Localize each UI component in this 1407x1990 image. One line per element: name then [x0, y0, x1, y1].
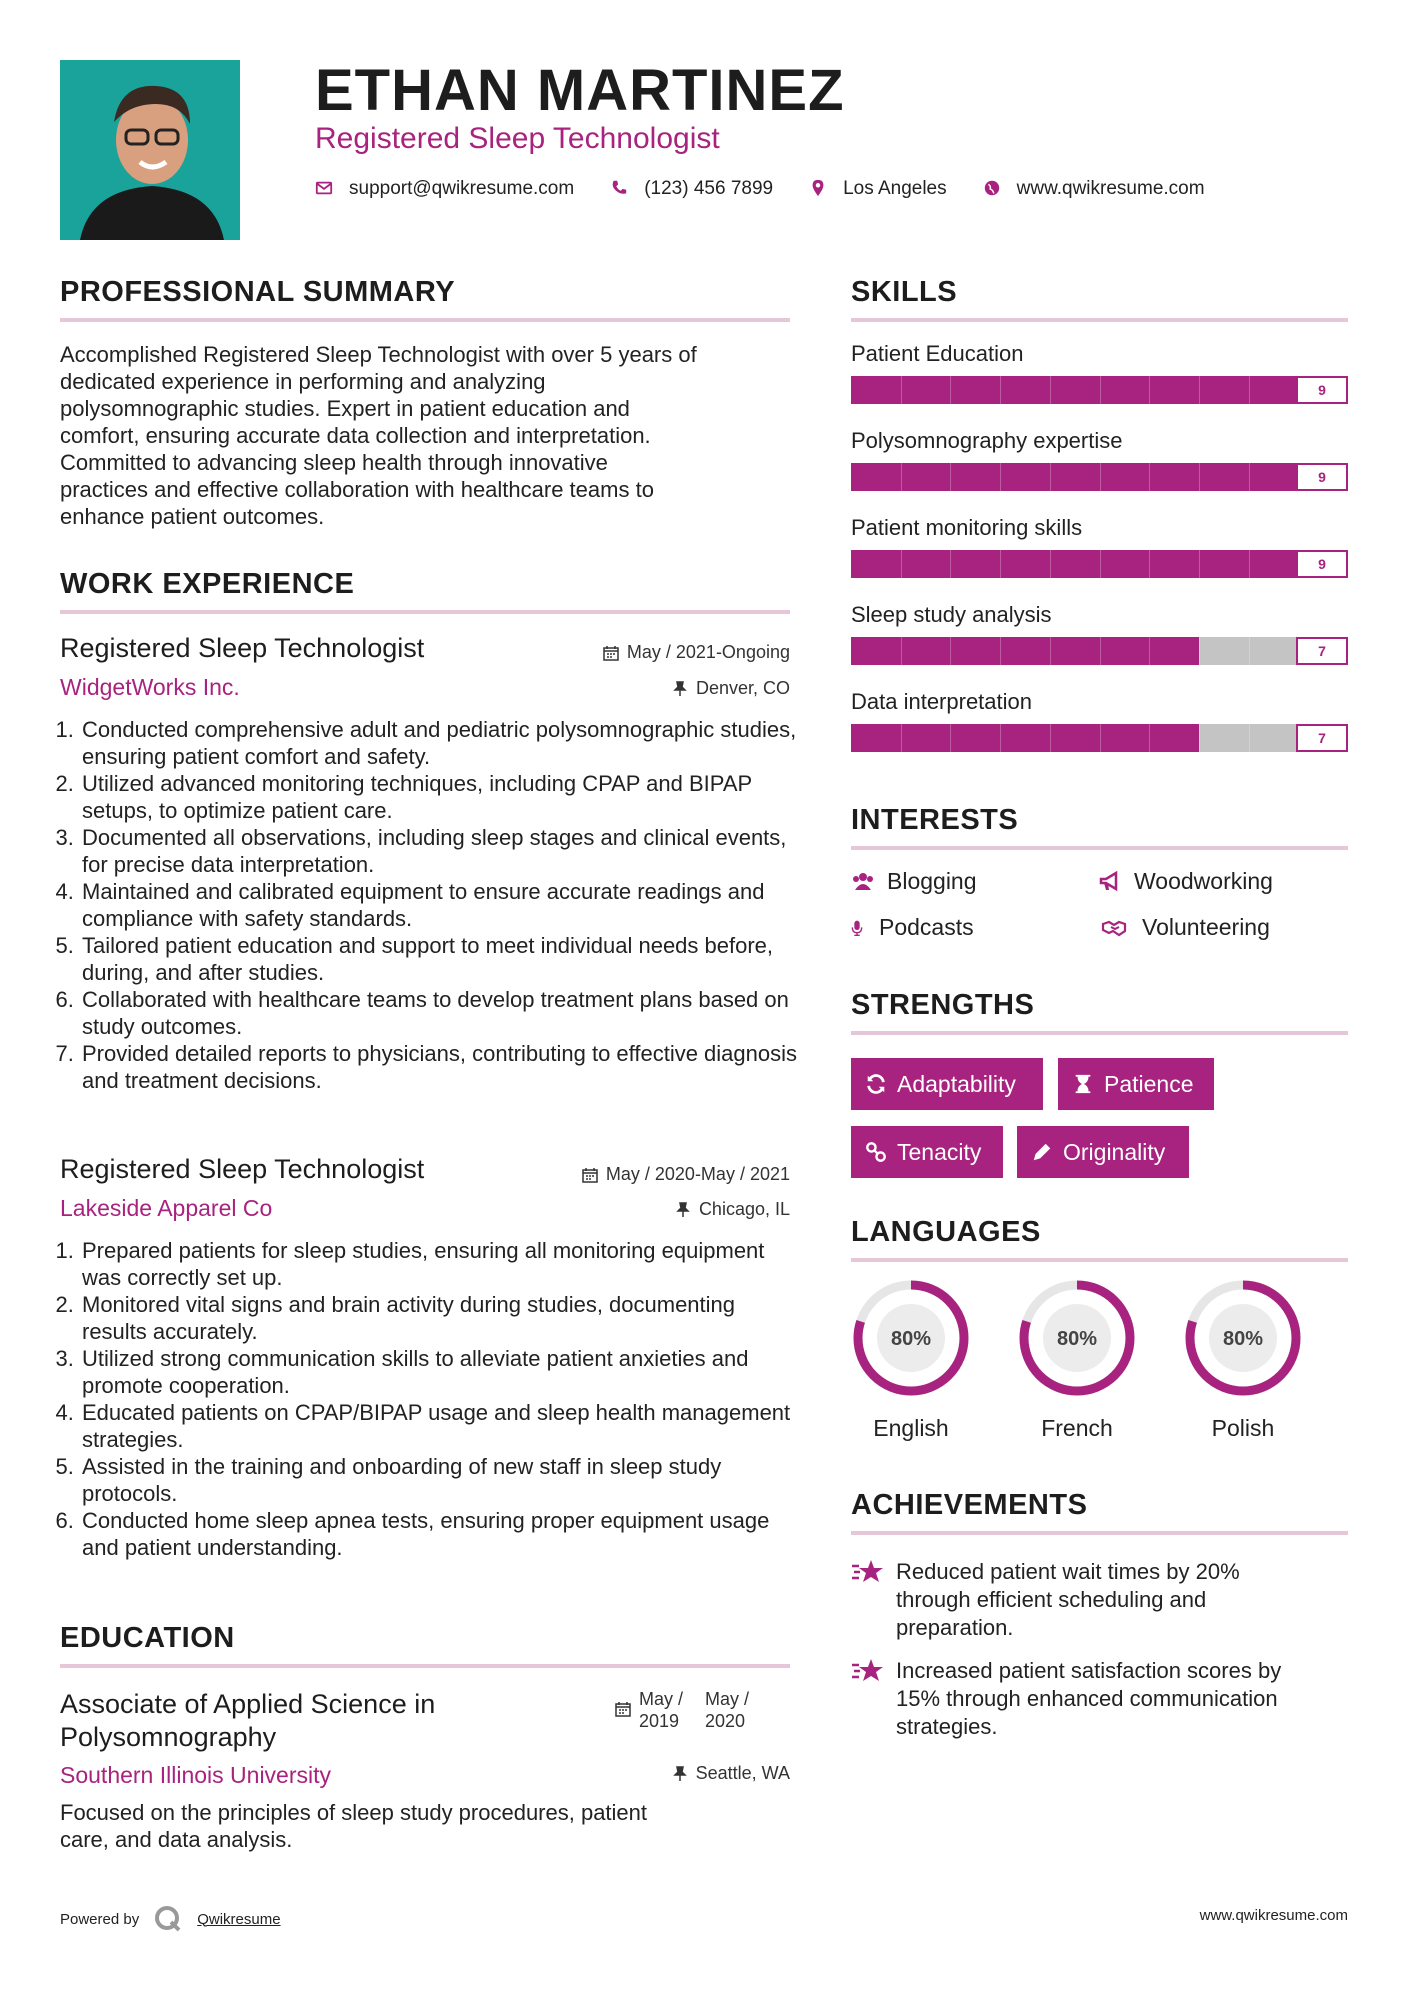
refresh-icon [865, 1073, 887, 1095]
footer-url[interactable]: www.qwikresume.com [1199, 1907, 1348, 1924]
job-location [500, 678, 790, 699]
pin-icon [675, 1202, 691, 1218]
language-label: French [1041, 1415, 1113, 1441]
list-item: 6. Conducted home sleep apnea tests, ensuring proper equipment usage and patient understanding. [80, 1507, 805, 1561]
list-item: 1. Prepared patients for sleep studies, ensuring all monitoring equipment was correctly set up. [80, 1237, 805, 1291]
profile-photo [60, 60, 240, 240]
bullhorn-icon [1098, 870, 1122, 894]
skill-bar-fill [851, 724, 1199, 752]
list-item: 1. Conducted comprehensive adult and pediatric polysomnographic studies, ensuring patient comfort and safety. [80, 716, 805, 770]
candidate-name: ETHAN MARTINEZ [315, 58, 845, 123]
contact-website[interactable]: www.qwikresume.com [1016, 178, 1205, 199]
job-duties-list [60, 716, 805, 1094]
education-heading: EDUCATION [60, 1622, 235, 1654]
achievement-text: Reduced patient wait times by 20% through efficient scheduling and preparation. [896, 1559, 1240, 1640]
language-item [851, 1278, 971, 1442]
contact-location: Los Angeles [843, 178, 947, 199]
job-title: Registered Sleep Technologist [60, 633, 425, 663]
skill-item [851, 428, 1348, 491]
list-item: 4. Educated patients on CPAP/BIPAP usage and sleep health management strategies. [80, 1399, 805, 1453]
skills-divider [851, 318, 1348, 322]
list-item: 5. Tailored patient education and support to meet individual needs before, during, and after studies. [80, 932, 805, 986]
interest-item-woodworking [1098, 868, 1273, 895]
skill-label: Polysomnography expertise [851, 428, 1123, 453]
list-item: 2. Monitored vital signs and brain activity during studies, documenting results accurately. [80, 1291, 805, 1345]
experience-heading: WORK EXPERIENCE [60, 568, 355, 600]
summary-line: Committed to advancing sleep health through innovative [60, 450, 608, 475]
list-item: 4. Maintained and calibrated equipment to ensure accurate readings and compliance with safety standards. [80, 878, 805, 932]
job-location-text: Denver, CO [695, 678, 790, 698]
users-icon [851, 870, 875, 894]
job-company: WidgetWorks Inc. [60, 674, 240, 700]
shooting-star-icon [851, 1558, 885, 1586]
skill-label: Patient Education [851, 341, 1024, 366]
job-location [500, 1199, 790, 1220]
language-label: English [873, 1415, 949, 1441]
language-ring [1017, 1278, 1137, 1398]
skill-item [851, 515, 1348, 578]
interests-heading: INTERESTS [851, 804, 1019, 836]
education-desc-line: Focused on the principles of sleep study procedures, patient [60, 1800, 648, 1825]
interest-item-blogging [851, 868, 977, 895]
skill-bar-fill [851, 637, 1199, 665]
skill-bar-fill [851, 550, 1298, 578]
summary-line: polysomnographic studies. Expert in patient education and [60, 396, 630, 421]
interests-divider [851, 846, 1348, 850]
hourglass-icon [1072, 1073, 1094, 1095]
strengths-divider [851, 1031, 1348, 1035]
skill-value: 7 [1296, 724, 1348, 752]
strength-chip-adaptability [851, 1058, 1043, 1110]
experience-divider [60, 610, 790, 614]
language-ring [1183, 1278, 1303, 1398]
envelope-icon [315, 179, 335, 199]
strength-label: Patience [1104, 1070, 1194, 1097]
contact-phone: (123) 456 7899 [644, 178, 774, 199]
pin-icon [672, 1766, 688, 1782]
list-item: 5. Assisted in the training and onboarding of new staff in sleep study protocols. [80, 1453, 805, 1507]
list-item: 3. Documented all observations, including sleep stages and clinical events, for precise data interpretation. [80, 824, 805, 878]
contact-email[interactable]: support@qwikresume.com [349, 178, 575, 199]
job-company: Lakeside Apparel Co [60, 1195, 273, 1221]
education-description [60, 1799, 800, 1853]
job-duties-list [60, 1237, 805, 1561]
powered-by-label: Powered by [60, 1910, 140, 1928]
languages-heading: LANGUAGES [851, 1216, 1041, 1248]
calendar-icon [582, 1167, 598, 1183]
shooting-star-icon [851, 1657, 885, 1685]
summary-line: Accomplished Registered Sleep Technologist with over 5 years of [60, 342, 697, 367]
strength-chip-tenacity [851, 1126, 1003, 1178]
summary-heading: PROFESSIONAL SUMMARY [60, 276, 456, 308]
qwikresume-logo-icon [153, 1904, 183, 1934]
education-dates [615, 1688, 749, 1732]
summary-line: dedicated experience in performing and analyzing [60, 369, 546, 394]
list-item: 3. Utilized strong communication skills to alleviate patient anxieties and promote cooperation. [80, 1345, 805, 1399]
language-percent: 80% [1222, 1328, 1264, 1350]
skill-item [851, 602, 1348, 665]
skill-bar [851, 463, 1348, 491]
skill-label: Patient monitoring skills [851, 515, 1083, 540]
strengths-heading: STRENGTHS [851, 989, 1035, 1021]
skill-item [851, 689, 1348, 752]
skill-bar-fill [851, 376, 1298, 404]
school-location [500, 1763, 790, 1784]
skill-bar [851, 376, 1348, 404]
interest-label: Woodworking [1134, 868, 1273, 894]
job-date [500, 642, 790, 663]
handshake-icon [1098, 916, 1130, 940]
strength-label: Tenacity [897, 1138, 982, 1165]
summary-divider [60, 318, 790, 322]
brand-link[interactable]: Qwikresume [197, 1910, 281, 1928]
strength-label: Adaptability [897, 1070, 1016, 1097]
pin-icon [672, 681, 688, 697]
interest-label: Blogging [887, 868, 977, 894]
interest-item-podcasts [851, 914, 974, 941]
summary-line: practices and effective collaboration with healthcare teams to [60, 477, 654, 502]
degree-line: Associate of Applied Science in [60, 1689, 436, 1719]
summary-line: comfort, ensuring accurate data collection and interpretation. [60, 423, 651, 448]
strength-chip-patience [1058, 1058, 1214, 1110]
pencil-icon [1031, 1141, 1053, 1163]
education-end: May / 2020 [705, 1689, 750, 1731]
school-name: Southern Illinois University [60, 1762, 332, 1788]
education-desc-line: care, and data analysis. [60, 1827, 293, 1852]
school-location-text: Seattle, WA [695, 1763, 790, 1783]
job-date-text: May / 2021-Ongoing [626, 642, 790, 662]
calendar-icon [615, 1701, 631, 1717]
skills-heading: SKILLS [851, 276, 958, 308]
achievement-text: Increased patient satisfaction scores by 15% through enhanced communication strategies. [896, 1658, 1282, 1739]
skill-value: 9 [1296, 463, 1348, 491]
language-item [1183, 1278, 1303, 1442]
language-item [1017, 1278, 1137, 1442]
interest-label: Podcasts [879, 914, 974, 940]
job-date-text: May / 2020-May / 2021 [605, 1164, 790, 1184]
education-divider [60, 1664, 790, 1668]
calendar-icon [603, 645, 619, 661]
language-percent: 80% [890, 1328, 932, 1350]
language-label: Polish [1211, 1415, 1275, 1441]
map-marker-icon [809, 179, 829, 199]
job-title: Registered Sleep Technologist [60, 1154, 425, 1184]
contact-bar [315, 178, 1205, 200]
job-date [500, 1164, 790, 1185]
strength-chip-originality [1017, 1126, 1189, 1178]
summary-text [60, 341, 800, 530]
globe-icon [983, 179, 1003, 199]
skill-bar [851, 550, 1348, 578]
link-icon [865, 1141, 887, 1163]
skill-item [851, 341, 1348, 404]
education-start: May / 2019 [639, 1689, 684, 1731]
language-ring [851, 1278, 971, 1398]
phone-icon [610, 179, 630, 199]
skill-label: Sleep study analysis [851, 602, 1052, 627]
skill-value: 9 [1296, 550, 1348, 578]
list-item: 7. Provided detailed reports to physicians, contributing to effective diagnosis and treatment decisions. [80, 1040, 805, 1094]
summary-line: enhance patient outcomes. [60, 504, 325, 529]
skill-value: 9 [1296, 376, 1348, 404]
degree-title [60, 1688, 435, 1754]
interest-label: Volunteering [1142, 914, 1270, 940]
languages-list [851, 1278, 1348, 1448]
candidate-role: Registered Sleep Technologist [315, 122, 720, 155]
skill-bar [851, 724, 1348, 752]
job-location-text: Chicago, IL [698, 1199, 790, 1219]
list-item: 6. Collaborated with healthcare teams to develop treatment plans based on study outcomes. [80, 986, 805, 1040]
skill-bar [851, 637, 1348, 665]
languages-divider [851, 1258, 1348, 1262]
microphone-icon [851, 916, 867, 940]
skill-label: Data interpretation [851, 689, 1032, 714]
strength-label: Originality [1063, 1138, 1166, 1165]
list-item: 2. Utilized advanced monitoring techniques, including CPAP and BIPAP setups, to optimize patient care. [80, 770, 805, 824]
achievements-heading: ACHIEVEMENTS [851, 1489, 1088, 1521]
interest-item-volunteering [1098, 914, 1270, 941]
skill-value: 7 [1296, 637, 1348, 665]
language-percent: 80% [1056, 1328, 1098, 1350]
skill-bar-fill [851, 463, 1298, 491]
degree-line: Polysomnography [60, 1722, 277, 1752]
footer-powered-by [60, 1904, 281, 1934]
achievements-divider [851, 1531, 1348, 1535]
